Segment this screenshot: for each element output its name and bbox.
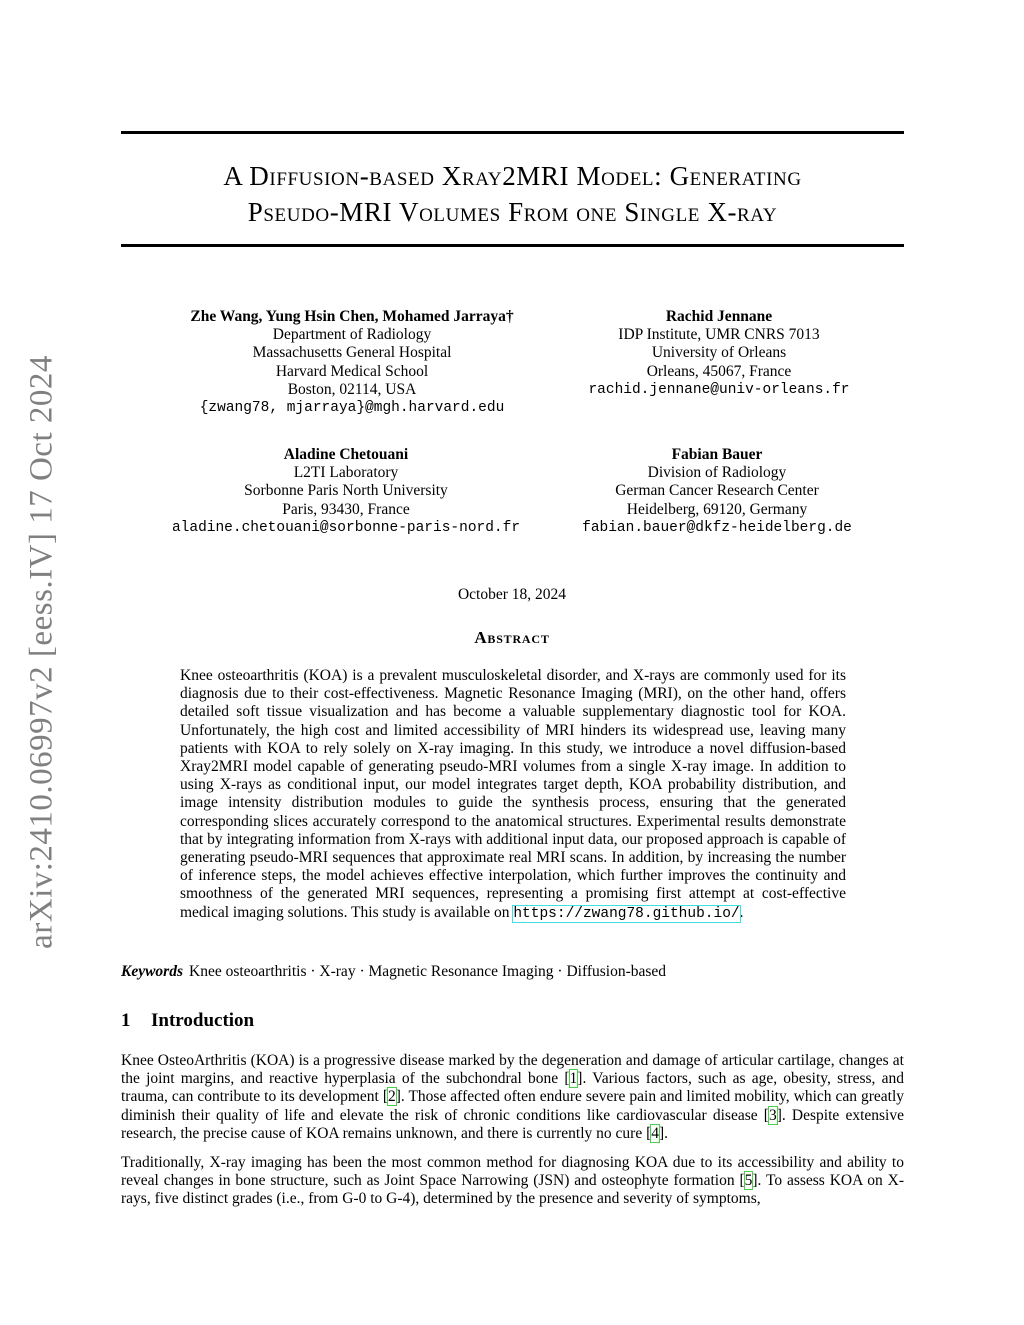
affiliation-line: Heidelberg, 69120, Germany [626,500,808,518]
affiliation-line: Sorbonne Paris North University [244,482,448,500]
abstract-body [180,667,846,923]
citation-4[interactable]: 4 [651,1124,659,1142]
paragraph-text: ]. Despite extensive research, the precise cause of KOA remains unknown, and there is currently no cure [ [121,1106,904,1142]
author-block-4 [507,446,927,537]
paragraph-text: ]. [659,1124,669,1142]
author-block-1 [142,308,562,417]
citation-2[interactable]: 2 [387,1088,396,1106]
section-title: Introduction [151,1010,255,1031]
author-name: Fabian Bauer [671,446,763,463]
paragraph-text: Traditionally, X-ray imaging has been the most common method for diagnosing KOA due to its accessibility and ability to reveal changes in bone structure, such as Joint Space Narrowing (JSN) and osteophyte formation [ [121,1154,904,1190]
paragraph-text: ]. Those affected often endure severe pain and limited mobility, which can greatly diminish their quality of life and elevate the risk of chronic conditions like cardiovascular disease [ [121,1088,904,1124]
intro-paragraph-1 [121,1052,904,1143]
paragraph-text: Knee OsteoArthritis (KOA) is a progressive disease marked by the degeneration and damage of articular cartilage, changes at the joint margins, and reactive hyperplasia of the subchondral bone [ [121,1052,904,1088]
author-name: Rachid Jennane [665,308,773,325]
paper-title [121,158,904,230]
affiliation-line: Paris, 93430, France [282,500,410,518]
affiliation-line: Department of Radiology [272,326,432,344]
keywords-label: Keywords [121,963,183,980]
author-email: fabian.bauer@dkfz-heidelberg.de [582,519,852,536]
author-email: {zwang78, mjarraya}@mgh.harvard.edu [199,400,505,417]
citation-5[interactable]: 5 [744,1172,753,1190]
abstract-text: Knee osteoarthritis (KOA) is a prevalent musculoskeletal disorder, and X-rays are commonly used for its diagnosis due to their cost-effectiveness. Magnetic Resonance Imaging (MRI), on the other hand, offers detailed soft tissue visualization and has become a valuable supplementary diagnostic tool for KOA. Unfortunately, the high cost and limited accessibility of MRI hinders its widespread use, leaving many patients with KOA to rely solely on X-ray imaging. In this study, we introduce a novel diffusion-based Xray2MRI model capable of generating pseudo-MRI volumes from a single X-ray image. In addition to using X-rays as conditional input, our model integrates target depth, KOA probability distribution, and image intensity distribution modules to guide the synthesis process, ensuring that the generated corresponding slices accurately correspond to the anatomical structures. Experimental results demonstrate that by integrating information from X-rays with additional input data, our proposed approach is capable of generating pseudo-MRI sequences that approximate real MRI scans. In addition, by increasing the number of inference steps, the model achieves effective interpolation, which further improves the continuity and smoothness of the generated MRI sequences, representing a promising first attempt at cost-effective medical imaging solutions. This study is available on [180,667,846,921]
affiliation-line: University of Orleans [651,344,787,362]
author-block-3 [136,446,556,537]
project-link[interactable]: https://zwang78.github.io/ [513,905,740,922]
paragraph-text: ]. To assess KOA on X-rays, five distinct grades (i.e., from G-0 to G-4), determined by the presence and severity of symptoms, [121,1172,904,1208]
author-block-2 [509,308,929,399]
author-email: rachid.jennane@univ-orleans.fr [588,381,850,398]
section-heading-introduction [121,1010,254,1032]
publication-date: October 18, 2024 [457,586,567,603]
author-name: Zhe Wang, Yung Hsin Chen, Mohamed Jarraya† [190,308,514,325]
affiliation-line: Harvard Medical School [275,362,429,380]
citation-1[interactable]: 1 [569,1070,578,1088]
affiliation-line: Boston, 02114, USA [287,380,417,398]
paragraph-text: ]. Various factors, such as age, obesity, stress, and trauma, can contribute to its development [ [121,1070,904,1106]
abstract-end: . [739,903,744,921]
abstract-heading: Abstract [474,628,550,647]
author-email: aladine.chetouani@sorbonne-paris-nord.fr [171,519,521,536]
title-line-2: Pseudo-MRI Volumes From one Single X-ray [247,197,778,227]
title-rule-bottom [121,244,904,247]
citation-3[interactable]: 3 [768,1106,777,1124]
author-name: Aladine Chetouani [283,446,409,463]
keywords-text: Knee osteoarthritis · X-ray · Magnetic Resonance Imaging · Diffusion-based [189,963,667,980]
affiliation-line: IDP Institute, UMR CNRS 7013 [618,326,820,344]
affiliation-line: German Cancer Research Center [615,482,819,500]
intro-paragraph-2 [121,1154,904,1209]
title-line-1: A Diffusion-based Xray2MRI Model: Generating [223,161,802,191]
affiliation-line: Orleans, 45067, France [646,362,792,380]
section-number: 1 [121,1010,131,1031]
affiliation-line: L2TI Laboratory [293,464,399,482]
keywords [121,963,904,981]
affiliation-line: Massachusetts General Hospital [252,344,452,362]
affiliation-line: Division of Radiology [647,464,787,482]
arxiv-stamp: arXiv:2410.06997v2 [eess.IV] 17 Oct 2024 [23,355,60,949]
title-rule-top [121,131,904,134]
